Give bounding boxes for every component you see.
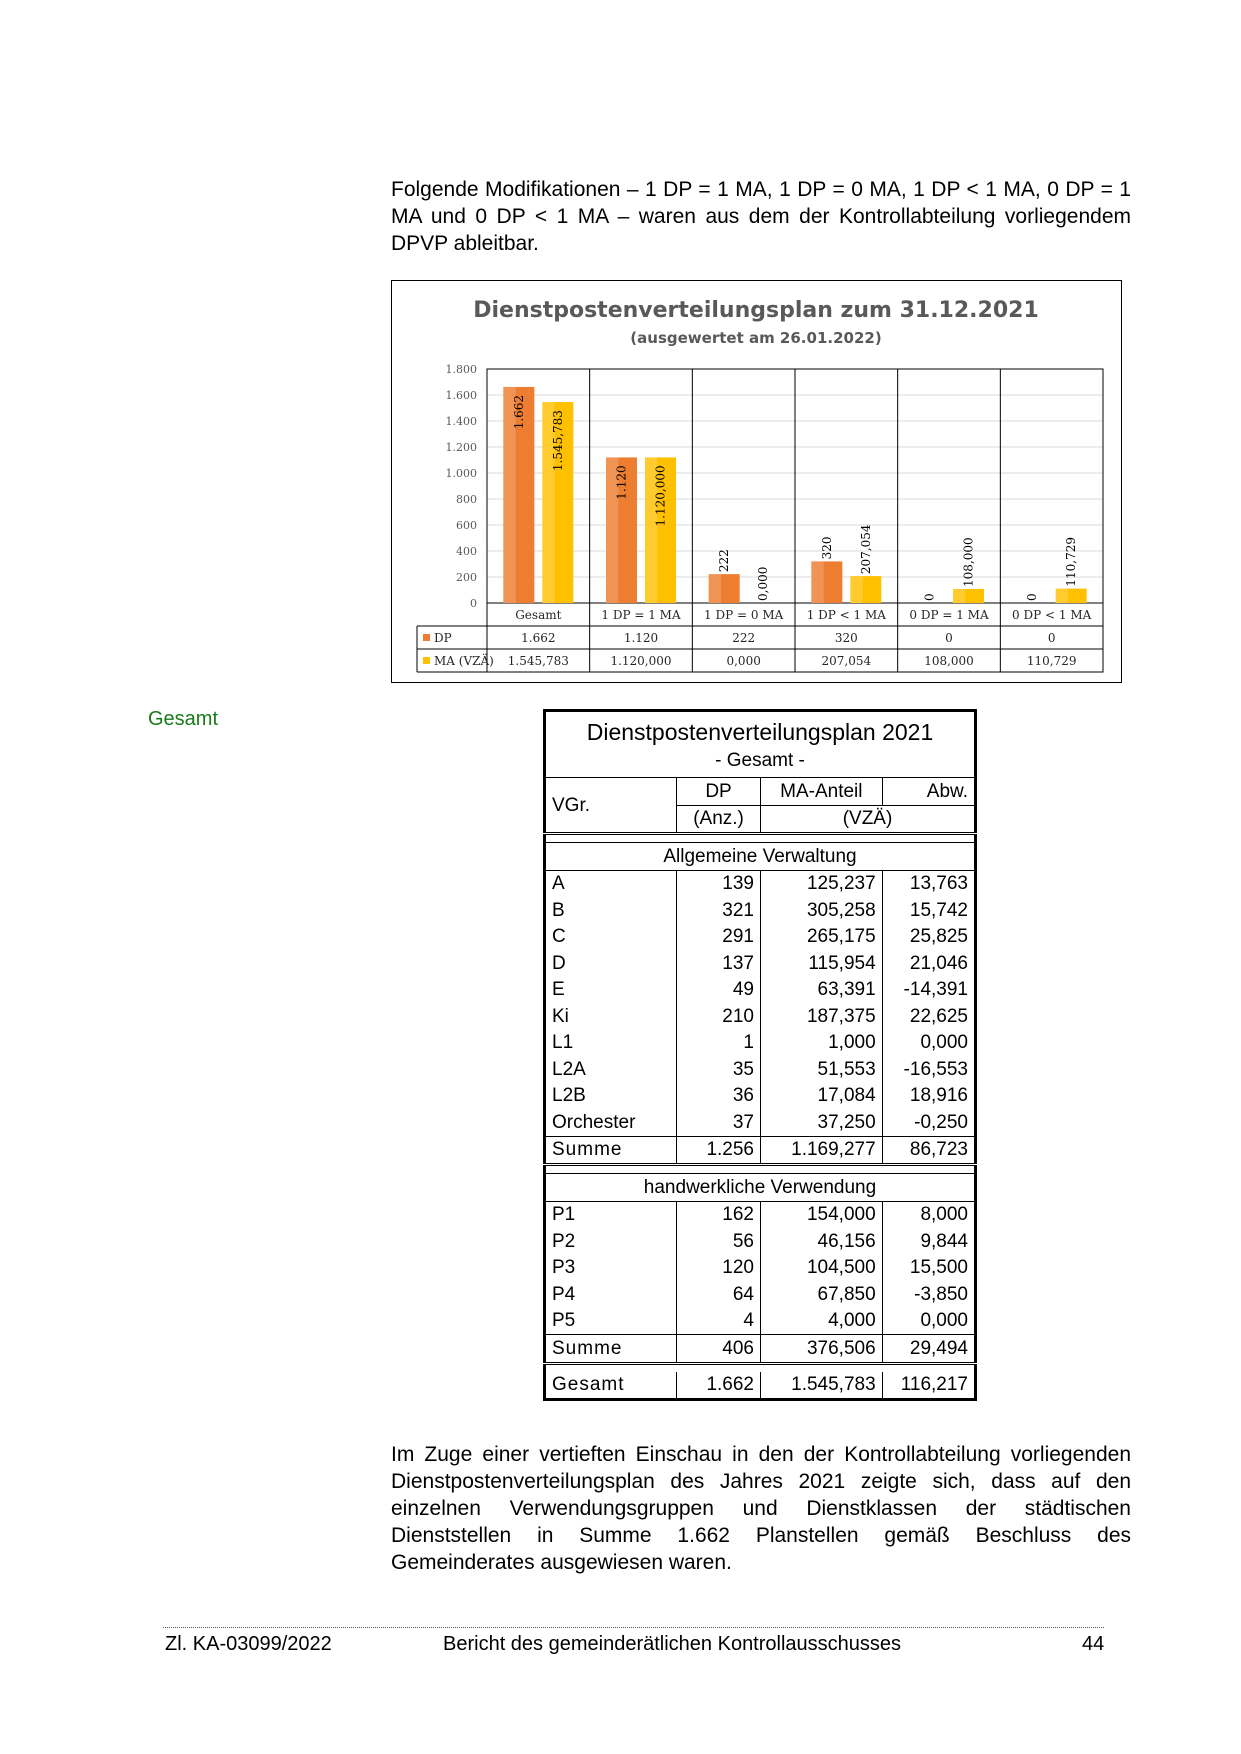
row-label: Summe (545, 1136, 677, 1165)
bar-chart (391, 280, 1122, 683)
footer-ref: Zl. KA-03099/2022 (165, 1633, 332, 1655)
bar-value-label: 320 (819, 536, 834, 560)
ma-value: 104,500 (760, 1255, 882, 1282)
ma-value: 17,084 (760, 1083, 882, 1110)
table-title-text: Dienstpostenverteilungsplan 2021 (586, 719, 934, 745)
dp-value: 36 (677, 1083, 761, 1110)
abw-value: 18,916 (882, 1083, 975, 1110)
bar-value-label: 1.120,000 (653, 465, 668, 527)
dp-value: 162 (677, 1201, 761, 1228)
dp-value: 1.662 (677, 1372, 761, 1400)
y-tick-label: 1.400 (445, 415, 477, 428)
row-label: P2 (545, 1228, 677, 1255)
row-label: C (545, 924, 677, 951)
row-label: L1 (545, 1030, 677, 1057)
ma-value: 46,156 (760, 1228, 882, 1255)
chart-svg (392, 281, 1121, 682)
header-dp: DP (677, 778, 761, 806)
table-row (545, 1308, 976, 1335)
y-tick-label: 1.200 (445, 441, 477, 454)
bar-value-label: 1.545,783 (550, 410, 565, 472)
section-allgemeine-verwaltung: Allgemeine Verwaltung (545, 843, 976, 871)
category-label: 0 DP < 1 MA (1012, 608, 1092, 622)
header-dp-sub: (Anz.) (677, 805, 761, 834)
table-row (545, 1255, 976, 1282)
ma-value: 154,000 (760, 1201, 882, 1228)
ma-value: 37,250 (760, 1109, 882, 1136)
abw-value: 0,000 (882, 1308, 975, 1335)
header-abw: Abw. (882, 778, 975, 806)
abw-value: 86,723 (882, 1136, 975, 1165)
abw-value: 13,763 (882, 870, 975, 897)
row-label: P5 (545, 1308, 677, 1335)
row-label: B (545, 897, 677, 924)
table-value: 1.545,783 (507, 654, 569, 668)
table-row (545, 1083, 976, 1110)
category-label: 0 DP = 1 MA (909, 608, 989, 622)
ma-value: 305,258 (760, 897, 882, 924)
table-value: 1.662 (521, 631, 556, 645)
y-tick-label: 0 (470, 597, 477, 610)
dp-value: 37 (677, 1109, 761, 1136)
row-label: Gesamt (545, 1372, 677, 1400)
table-row (545, 1281, 976, 1308)
chart-subtitle: (ausgewertet am 26.01.2022) (630, 329, 882, 347)
total-row (545, 1372, 976, 1400)
ma-value: 376,506 (760, 1335, 882, 1364)
bar-value-label: 207,054 (858, 524, 873, 575)
chart-title: Dienstpostenverteilungsplan zum 31.12.2021 (473, 298, 1039, 323)
row-label: Orchester (545, 1109, 677, 1136)
separator (545, 1165, 976, 1174)
table-value: 207,054 (821, 654, 872, 668)
table-row (545, 977, 976, 1004)
bar-value-label: 222 (717, 549, 732, 573)
row-label: E (545, 977, 677, 1004)
row-label: D (545, 950, 677, 977)
abw-value: 22,625 (882, 1003, 975, 1030)
bar-value-label: 0 (1025, 593, 1040, 601)
table-row (545, 897, 976, 924)
y-tick-label: 600 (456, 519, 477, 532)
header-ma: MA-Anteil (760, 778, 882, 806)
ma-value: 1.169,277 (760, 1136, 882, 1165)
table-row (545, 1030, 976, 1057)
ma-value: 63,391 (760, 977, 882, 1004)
ma-value: 67,850 (760, 1281, 882, 1308)
abw-value: -16,553 (882, 1056, 975, 1083)
y-tick-label: 1.800 (445, 363, 477, 376)
dp-value: 139 (677, 870, 761, 897)
row-label: P3 (545, 1255, 677, 1282)
row-label: P4 (545, 1281, 677, 1308)
dpvp-table-wrapper (543, 709, 977, 1401)
dp-value: 1 (677, 1030, 761, 1057)
row-label: Summe (545, 1335, 677, 1364)
row-label: A (545, 870, 677, 897)
ma-value: 4,000 (760, 1308, 882, 1335)
table-value: 108,000 (924, 654, 974, 668)
table-value: 110,729 (1026, 654, 1077, 668)
y-tick-label: 200 (456, 571, 477, 584)
category-label: 1 DP = 1 MA (601, 608, 681, 622)
legend-label: MA (VZÄ) (434, 654, 494, 668)
bar-value-label: 0,000 (756, 566, 771, 601)
category-label: 1 DP < 1 MA (806, 608, 886, 622)
table-row (545, 1003, 976, 1030)
sum-row-handwerklich (545, 1335, 976, 1364)
y-tick-label: 800 (456, 493, 477, 506)
dp-value: 210 (677, 1003, 761, 1030)
section-row (545, 1174, 976, 1202)
abw-value: 116,217 (882, 1372, 975, 1400)
abw-value: 8,000 (882, 1201, 975, 1228)
bar-value-label: 1.120 (614, 465, 629, 500)
abw-value: 0,000 (882, 1030, 975, 1057)
table-subtitle: - Gesamt - (715, 750, 805, 771)
header-vgr: VGr. (545, 778, 677, 834)
abw-value: 9,844 (882, 1228, 975, 1255)
ma-value: 265,175 (760, 924, 882, 951)
bar-highlight (811, 561, 823, 603)
section-handwerkliche-verwendung: handwerkliche Verwendung (545, 1174, 976, 1202)
table-value: 320 (834, 631, 858, 645)
table-value: 0 (1047, 631, 1056, 645)
abw-value: 29,494 (882, 1335, 975, 1364)
sum-row-allgemein (545, 1136, 976, 1165)
table-title (545, 711, 976, 778)
dp-value: 321 (677, 897, 761, 924)
y-tick-label: 1.000 (445, 467, 477, 480)
category-label: 1 DP = 0 MA (704, 608, 784, 622)
ma-value: 1.545,783 (760, 1372, 882, 1400)
legend-swatch (423, 657, 430, 664)
bar-highlight (709, 574, 721, 603)
table-value: 1.120,000 (610, 654, 672, 668)
ma-value: 115,954 (760, 950, 882, 977)
bar-value-label: 110,729 (1064, 536, 1079, 587)
header-ma-sub: (VZÄ) (760, 805, 975, 834)
outro-paragraph: Im Zuge einer vertieften Einschau in den der Kontrollabteilung vorliegenden Dienstpostenverteilungsplan des Jahres 2021 zeigte sich, dass auf den einzelnen Verwendungsgruppen und Dienstklassen der städtischen Dienststellen in Summe 1.662 Planstellen gemäß Beschluss des Gemeinderates ausgewiesen waren. (391, 1443, 1131, 1574)
ma-value: 125,237 (760, 870, 882, 897)
y-tick-label: 1.600 (445, 389, 477, 402)
row-label: L2A (545, 1056, 677, 1083)
abw-value: 15,500 (882, 1255, 975, 1282)
separator (545, 1363, 976, 1372)
abw-value: 25,825 (882, 924, 975, 951)
dp-value: 35 (677, 1056, 761, 1083)
y-tick-label: 400 (456, 545, 477, 558)
table-row (545, 924, 976, 951)
abw-value: 15,742 (882, 897, 975, 924)
bar-value-label: 108,000 (961, 537, 976, 587)
ma-value: 187,375 (760, 1003, 882, 1030)
dp-value: 291 (677, 924, 761, 951)
ma-value: 51,553 (760, 1056, 882, 1083)
row-label: P1 (545, 1201, 677, 1228)
abw-value: -3,850 (882, 1281, 975, 1308)
bar-highlight (953, 589, 965, 603)
footer-title: Bericht des gemeinderätlichen Kontrollausschusses (443, 1633, 902, 1655)
dp-value: 4 (677, 1308, 761, 1335)
side-label: Gesamt (148, 708, 219, 730)
footer-divider (163, 1627, 1104, 1628)
table-value: 1.120 (623, 631, 659, 645)
dpvp-table (543, 709, 977, 1401)
table-value: 0 (945, 631, 953, 645)
table-value: 0,000 (726, 654, 761, 668)
legend-label: DP (434, 631, 452, 645)
abw-value: -14,391 (882, 977, 975, 1004)
ma-value: 1,000 (760, 1030, 882, 1057)
dp-value: 137 (677, 950, 761, 977)
legend-swatch (423, 634, 430, 641)
abw-value: -0,250 (882, 1109, 975, 1136)
table-row (545, 1056, 976, 1083)
table-row (545, 950, 976, 977)
intro-paragraph: Folgende Modifikationen – 1 DP = 1 MA, 1 DP = 0 MA, 1 DP < 1 MA, 0 DP = 1 MA und 0 DP < 1 MA – waren aus dem der Kontrollabteilung vorliegendem DPVP ableitbar. (391, 178, 1131, 255)
category-label: Gesamt (515, 608, 562, 622)
table-row (545, 1109, 976, 1136)
table-value: 222 (732, 631, 756, 645)
bar-highlight (1056, 589, 1068, 603)
table-row (545, 1201, 976, 1228)
bar-value-label: 1.662 (511, 394, 526, 430)
dp-value: 120 (677, 1255, 761, 1282)
dp-value: 1.256 (677, 1136, 761, 1165)
bar-highlight (850, 576, 862, 603)
table-row (545, 870, 976, 897)
table-row (545, 1228, 976, 1255)
dp-value: 49 (677, 977, 761, 1004)
row-label: Ki (545, 1003, 677, 1030)
dp-value: 56 (677, 1228, 761, 1255)
page-number: 44 (1082, 1633, 1105, 1655)
abw-value: 21,046 (882, 950, 975, 977)
dp-value: 64 (677, 1281, 761, 1308)
row-label: L2B (545, 1083, 677, 1110)
dp-value: 406 (677, 1335, 761, 1364)
bar-value-label: 0 (922, 593, 937, 601)
